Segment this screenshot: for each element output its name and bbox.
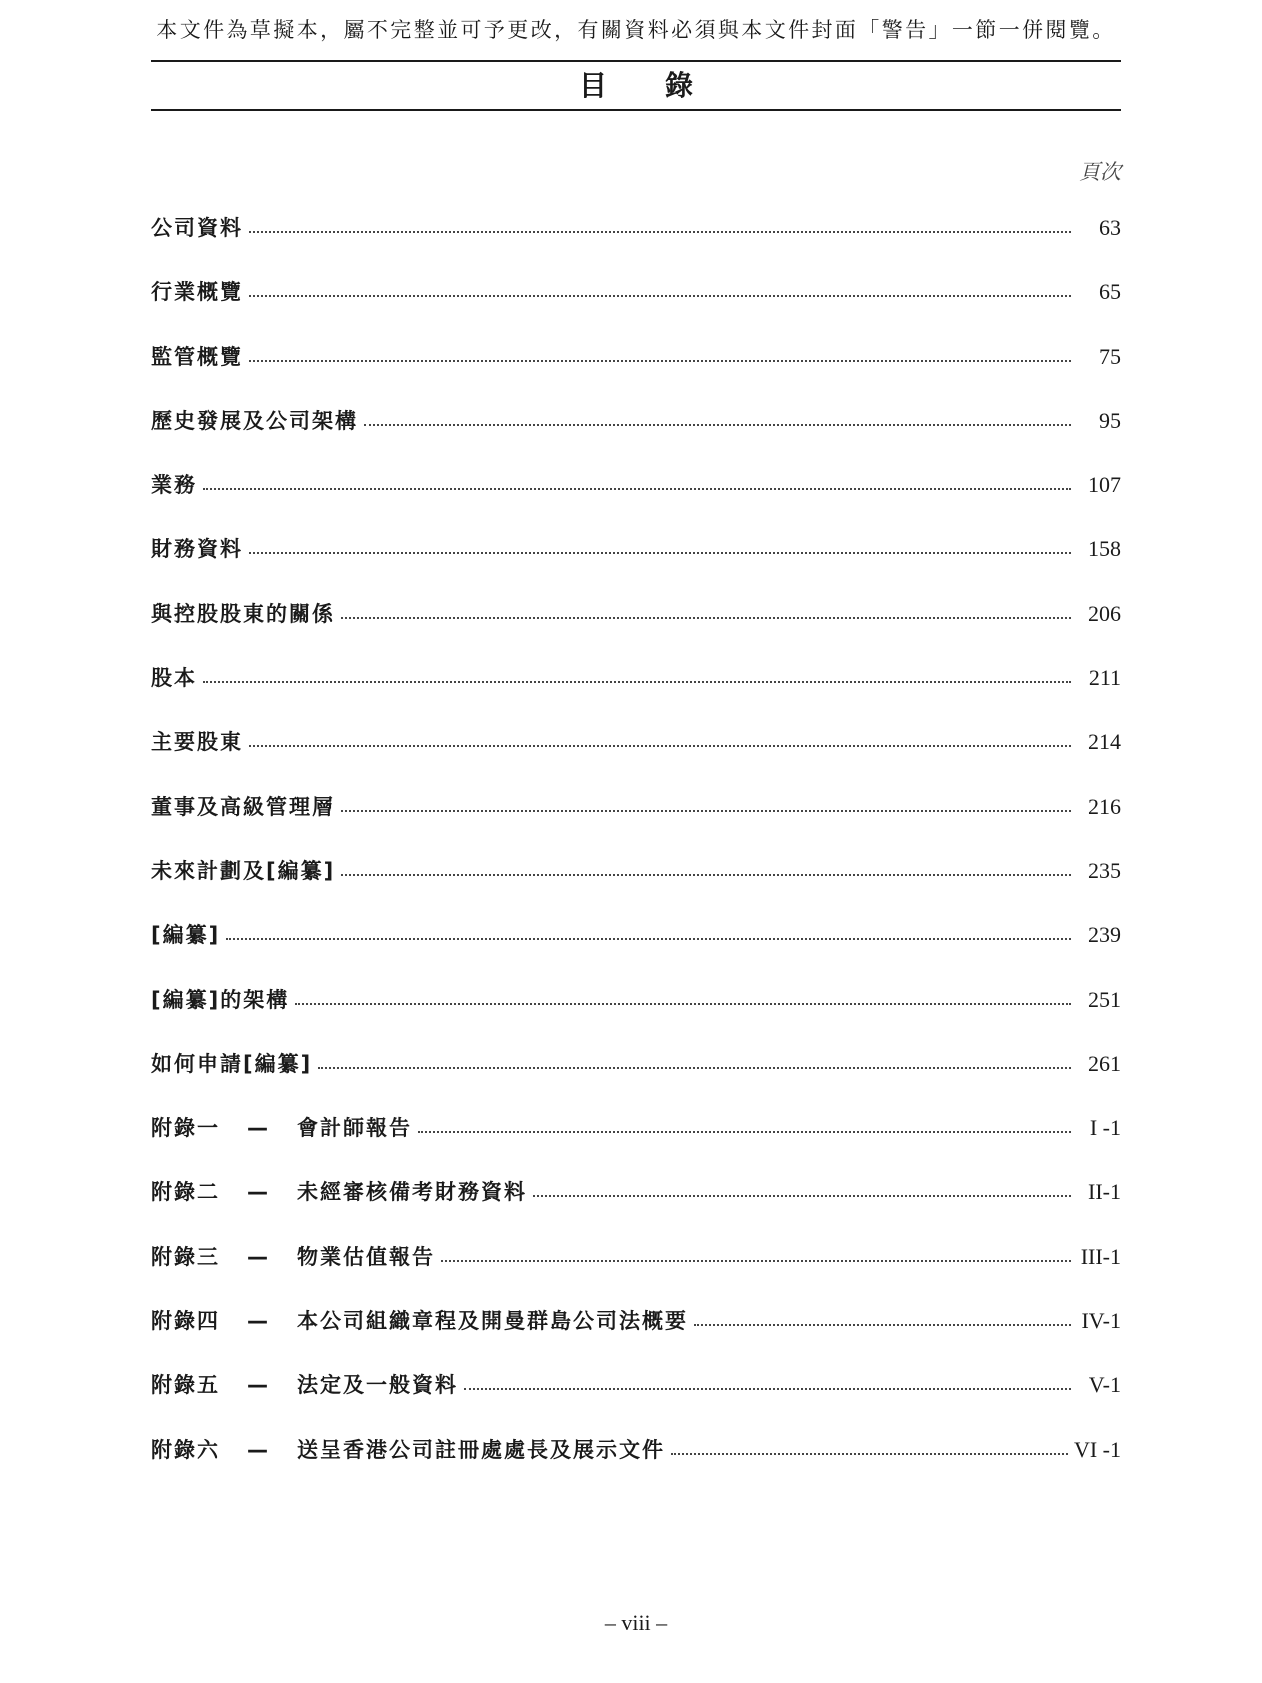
toc-entry-label: 行業概覽 (151, 280, 243, 305)
toc-entry-page: 235 (1088, 857, 1121, 883)
dot-leader (203, 681, 1071, 683)
toc-entry[interactable] (151, 469, 1121, 533)
dot-leader (533, 1195, 1071, 1197)
dot-leader (318, 1067, 1071, 1069)
toc-entry-page: 239 (1088, 922, 1121, 948)
dot-leader (249, 745, 1071, 747)
appendix-label: 物業估值報告 (297, 1244, 435, 1269)
appendix-prefix: 附錄一 (151, 1116, 220, 1141)
appendix-dash: — (247, 1116, 270, 1141)
toc-entry[interactable] (151, 341, 1121, 405)
page-column-label: 頁次 (1079, 160, 1121, 184)
dot-leader (694, 1324, 1071, 1326)
appendix-page: III-1 (1080, 1243, 1121, 1269)
appendix-text (151, 1241, 435, 1271)
appendix-label: 法定及一般資料 (297, 1373, 458, 1398)
dot-leader (341, 810, 1071, 812)
appendix-page: V-1 (1088, 1372, 1121, 1398)
dot-leader (418, 1131, 1071, 1133)
appendix-dash: — (247, 1180, 270, 1205)
toc-entry[interactable] (151, 276, 1121, 340)
dot-leader (249, 295, 1071, 297)
toc-entry[interactable] (151, 1048, 1121, 1112)
toc-entry[interactable] (151, 405, 1121, 469)
toc-entry-label: 董事及高級管理層 (151, 794, 335, 819)
toc-entry-label: 股本 (151, 666, 197, 691)
dot-leader (341, 874, 1071, 876)
toc-entry-page: 216 (1088, 793, 1121, 819)
toc-entry-label: 未來計劃及[編纂] (151, 858, 336, 883)
dot-leader (441, 1260, 1071, 1262)
dot-leader (249, 552, 1071, 554)
toc-entry-label: 如何申請[編纂] (151, 1051, 313, 1076)
toc-entry[interactable] (151, 919, 1121, 983)
toc-entry[interactable] (151, 984, 1121, 1048)
toc-list (151, 212, 1121, 1498)
title-rule-bottom (151, 109, 1121, 111)
appendix-label: 本公司組織章程及開曼群島公司法概要 (297, 1309, 688, 1334)
title-rule-top (151, 60, 1121, 62)
toc-entry-page: 211 (1088, 665, 1121, 691)
dot-leader (464, 1388, 1071, 1390)
toc-entry[interactable] (151, 662, 1121, 726)
appendix-label: 送呈香港公司註冊處處長及展示文件 (297, 1437, 665, 1462)
dot-leader (671, 1453, 1068, 1455)
toc-entry-page: 158 (1088, 536, 1121, 562)
dot-leader (364, 424, 1071, 426)
appendix-prefix: 附錄五 (151, 1373, 220, 1398)
appendix-page: I -1 (1089, 1115, 1121, 1141)
toc-entry-page: 214 (1088, 729, 1121, 755)
toc-entry[interactable] (151, 855, 1121, 919)
appendix-prefix: 附錄三 (151, 1244, 220, 1269)
toc-entry[interactable] (151, 791, 1121, 855)
dot-leader (226, 938, 1071, 940)
appendix-prefix: 附錄二 (151, 1180, 220, 1205)
appendix-dash: — (247, 1437, 270, 1462)
toc-entry-label: [編纂]的架構 (151, 987, 290, 1012)
toc-appendix-entry[interactable] (151, 1434, 1121, 1498)
toc-entry-page: 65 (1099, 279, 1121, 305)
appendix-text (151, 1434, 665, 1464)
appendix-dash: — (247, 1373, 270, 1398)
toc-appendix-entry[interactable] (151, 1176, 1121, 1240)
toc-entry-label: [編纂] (151, 923, 221, 948)
toc-entry-label: 公司資料 (151, 216, 243, 240)
appendix-text (151, 1176, 527, 1206)
toc-entry-page: 95 (1099, 407, 1121, 433)
appendix-dash: — (247, 1244, 270, 1269)
appendix-prefix: 附錄六 (151, 1437, 220, 1462)
document-page (151, 0, 1121, 1683)
appendix-prefix: 附錄四 (151, 1309, 220, 1334)
toc-entry-label: 主要股東 (151, 730, 243, 755)
toc-appendix-entry[interactable] (151, 1112, 1121, 1176)
toc-entry-label: 財務資料 (151, 537, 243, 562)
toc-appendix-entry[interactable] (151, 1241, 1121, 1305)
appendix-page: IV-1 (1081, 1308, 1121, 1334)
dot-leader (203, 488, 1071, 490)
draft-notice: 本文件為草擬本，屬不完整並可予更改，有關資料必須與本文件封面「警告」一節一併閱覽。 (156, 18, 1116, 42)
toc-entry-page: 75 (1099, 343, 1121, 369)
toc-appendix-entry[interactable] (151, 1305, 1121, 1369)
appendix-page: VI -1 (1073, 1436, 1121, 1462)
appendix-label: 會計師報告 (297, 1116, 412, 1141)
appendix-text (151, 1305, 688, 1335)
appendix-text (151, 1369, 458, 1399)
toc-entry[interactable] (151, 533, 1121, 597)
toc-entry-label: 監管概覽 (151, 344, 243, 369)
toc-entry[interactable] (151, 726, 1121, 790)
footer-page-number: – viii – (604, 1610, 668, 1635)
dot-leader (249, 231, 1071, 233)
dot-leader (249, 360, 1071, 362)
toc-entry-label: 與控股股東的關係 (151, 601, 335, 626)
toc-entry[interactable] (151, 212, 1121, 276)
toc-entry-label: 歷史發展及公司架構 (151, 408, 358, 433)
dot-leader (295, 1003, 1071, 1005)
appendix-dash: — (247, 1309, 270, 1334)
dot-leader (341, 617, 1071, 619)
toc-entry-page: 251 (1088, 986, 1121, 1012)
toc-entry-page: 261 (1088, 1050, 1121, 1076)
appendix-label: 未經審核備考財務資料 (297, 1180, 527, 1205)
toc-entry-label: 業務 (151, 473, 197, 498)
toc-title: 目錄 (578, 69, 751, 102)
toc-entry-page: 107 (1088, 472, 1121, 498)
appendix-text (151, 1112, 412, 1142)
appendix-page: II-1 (1088, 1179, 1121, 1205)
toc-appendix-entry[interactable] (151, 1369, 1121, 1433)
toc-entry-page: 63 (1099, 215, 1121, 240)
toc-entry-page: 206 (1088, 600, 1121, 626)
toc-entry[interactable] (151, 598, 1121, 662)
